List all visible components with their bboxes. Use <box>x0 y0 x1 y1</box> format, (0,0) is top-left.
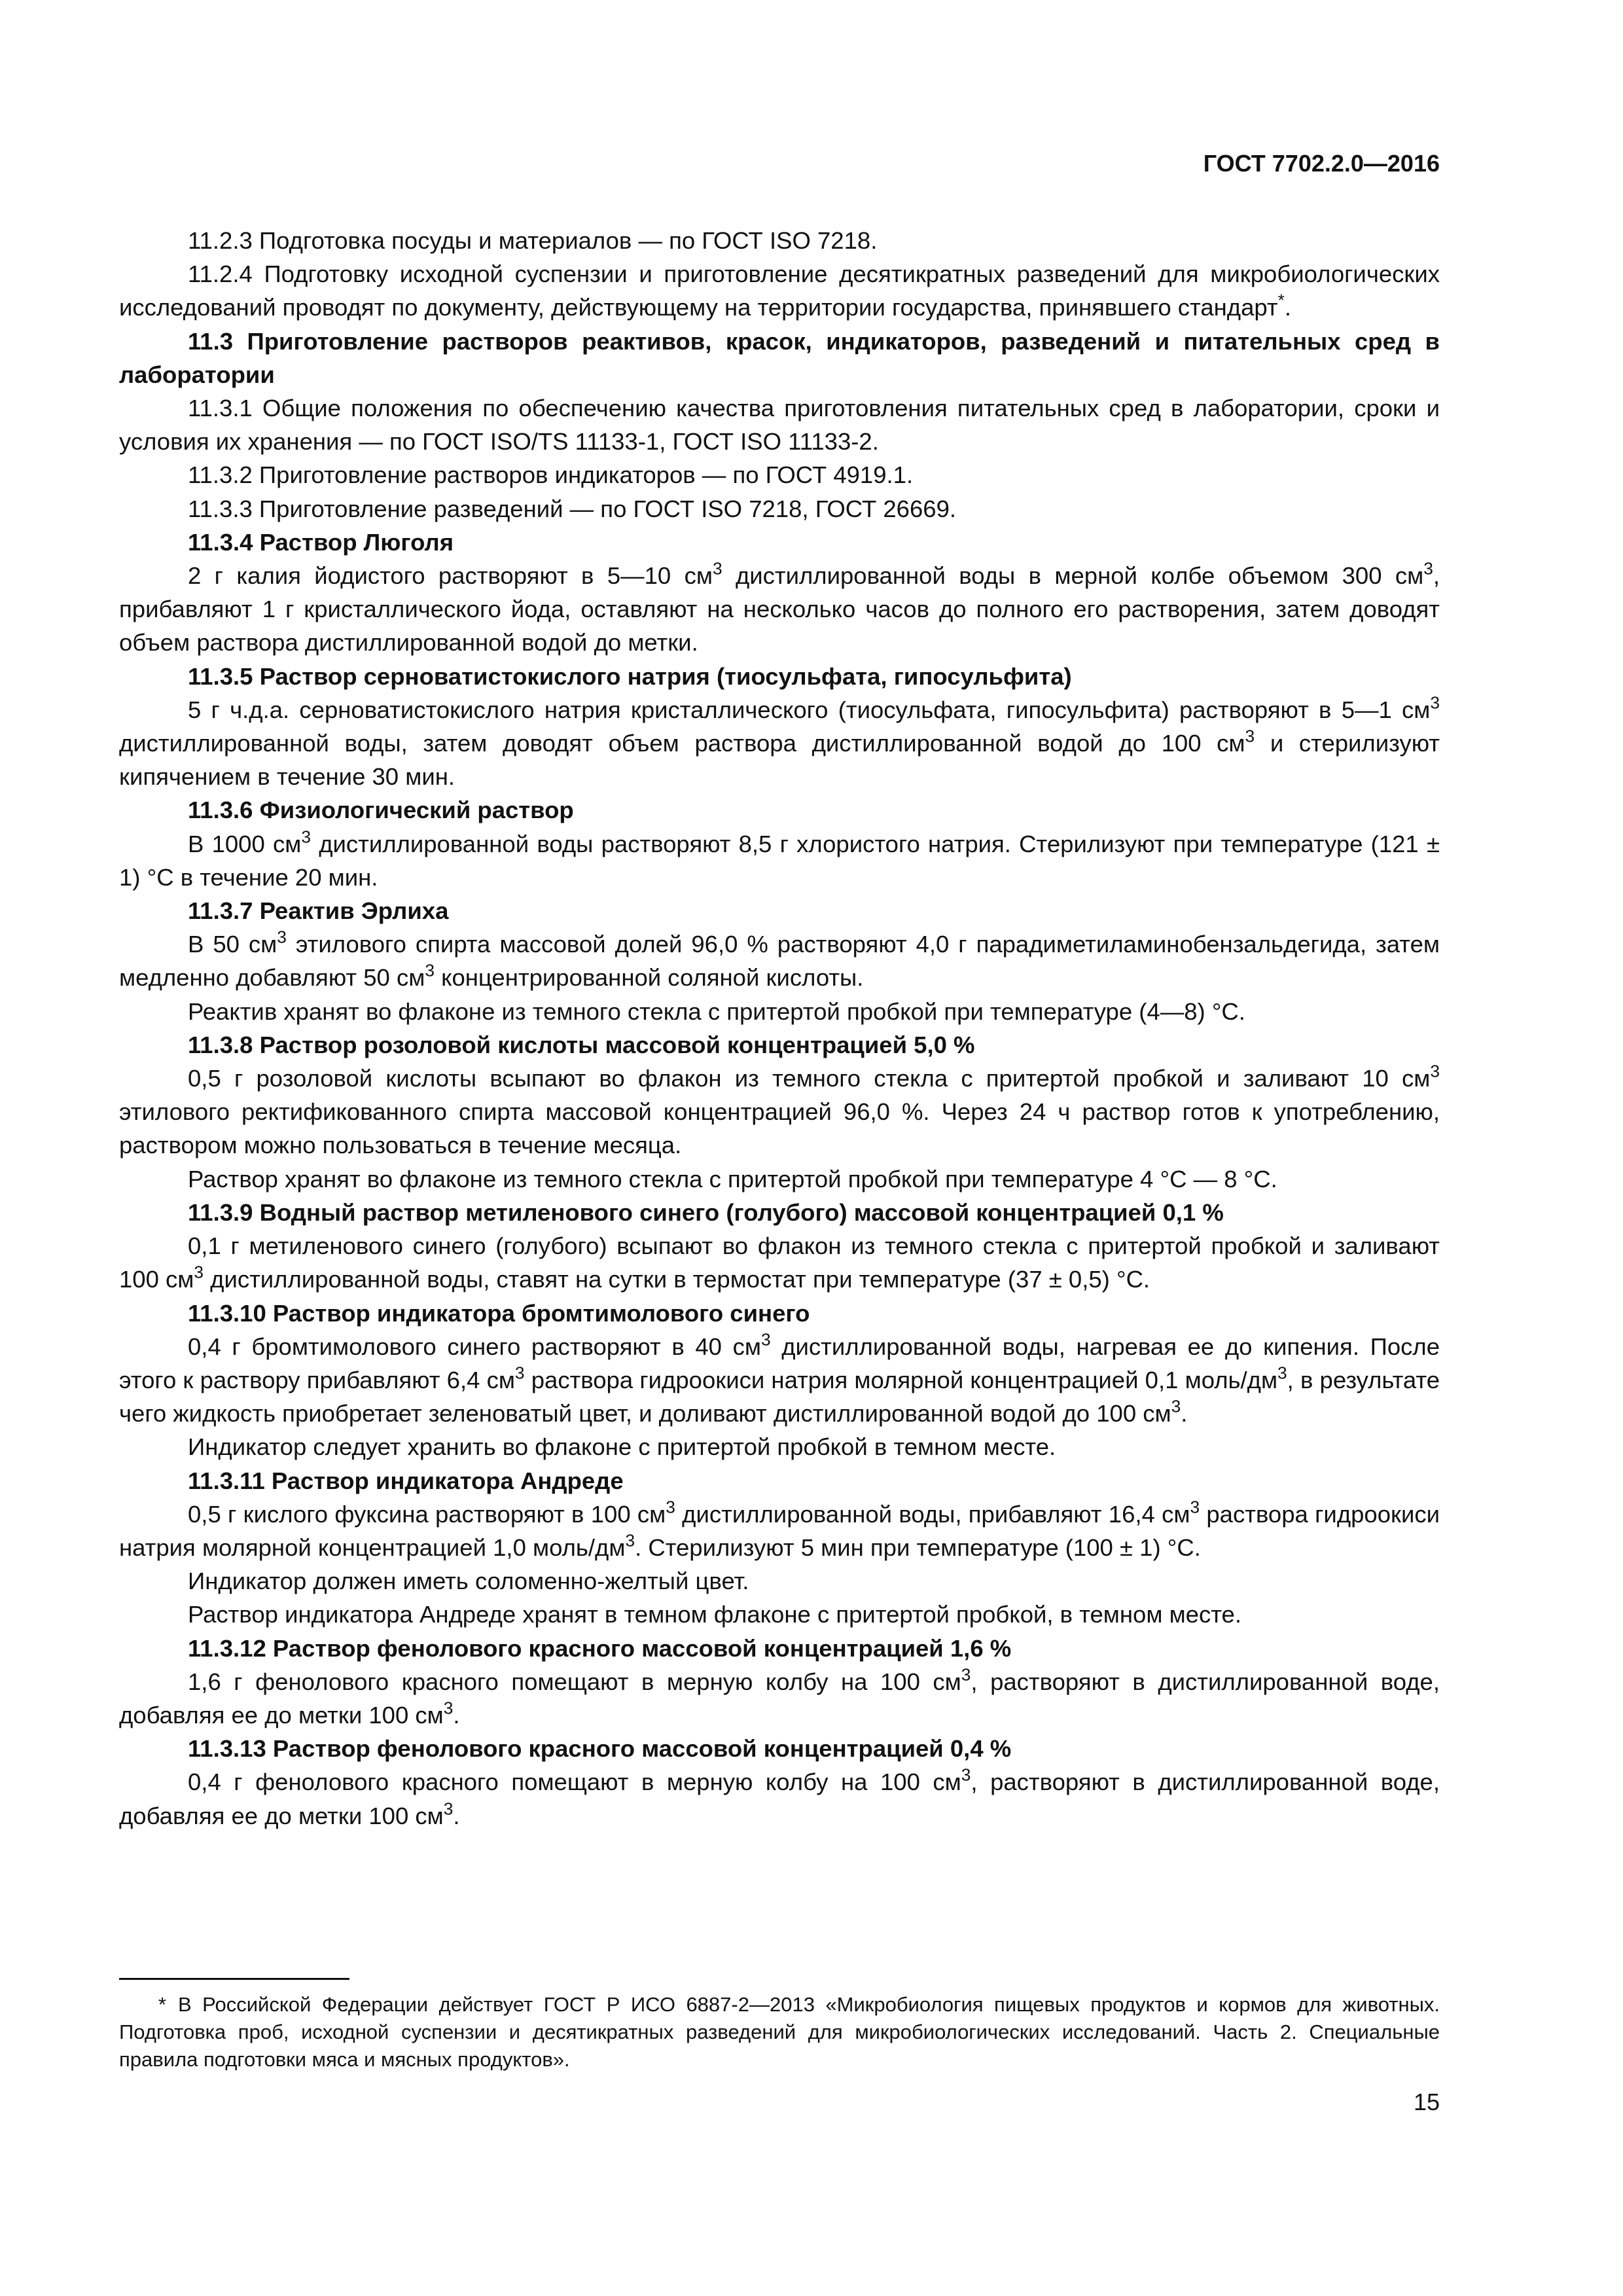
paragraph-11-3-8a: 0,5 г розоловой кислоты всыпают во флакон из темного стекла с притертой пробкой и заливают 10 $см^3$ этилового ректификованного спирта массовой концентрацией 96,0 %. Через 24 ч раствор готов к употреблению, раствором можно пользоваться в течение месяца. <box>119 1061 1440 1159</box>
paragraph-11-3-11c: Раствор индикатора Андреде хранят в темном флаконе с притертой пробкой, в темном месте. <box>188 1601 1241 1628</box>
paragraph-11-3-13: 0,4 г фенолового красного помещают в мерную колбу на 100 $см^3$, растворяют в дистиллированной воде, добавляя ее до метки 100 $см^3$. <box>119 1765 1440 1829</box>
document-body <box>119 224 1440 1833</box>
footnote <box>119 1991 1440 2073</box>
paragraph-11-3-9: 0,1 г метиленового синего (голубого) всыпают во флакон из темного стекла с притертой пробкой и заливают 100 $см^3$ дистиллированной воды, ставят на сутки в термостат при температуре (37 ± 0,5) °С. <box>119 1232 1440 1293</box>
footnote-separator <box>119 1978 349 1980</box>
footnote-reference: * <box>1277 290 1285 310</box>
section-heading-11-3: 11.3 Приготовление растворов реактивов, красок, индикаторов, разведений и питательных сред в лаборатории <box>119 327 1440 388</box>
heading-11-3-9: 11.3.9 Водный раствор метиленового синего (голубого) массовой концентрацией 0,1 % <box>188 1198 1224 1226</box>
heading-11-3-13: 11.3.13 Раствор фенолового красного массовой концентрацией 0,4 % <box>188 1735 1012 1763</box>
paragraph-11-3-10b: Индикатор следует хранить во флаконе с притертой пробкой в темном месте. <box>188 1433 1056 1461</box>
clause-11-2-4: 11.2.4 Подготовку исходной суспензии и приготовление десятикратных разведений для микробиологических исследований проводят по документу, действующему на территории государства, принявшего стандарт*. <box>119 260 1440 321</box>
clause-11-3-3: 11.3.3 Приготовление разведений — по ГОСТ ISO 7218, ГОСТ 26669. <box>188 495 957 522</box>
paragraph-11-3-4: 2 г калия йодистого растворяют в 5—10 $см^3$ дистиллированной воды в мерной колбе объемом 300 $см^3$, прибавляют 1 г кристаллического йода, оставляют на несколько часов до полного его растворения, затем доводят объем раствора дистиллированной водой до метки. <box>119 558 1440 656</box>
standard-designation: ГОСТ 7702.2.0—2016 <box>1203 150 1440 177</box>
footnote-mark: * <box>158 1993 166 2016</box>
footnote-text: В Российской Федерации действует ГОСТ Р ИСО 6887-2—2013 «Микробиология пищевых продуктов и кормов для животных. Подготовка проб, исходной суспензии и десятикратных разведений для микробиологических исследований. Часть 2. Специальные правила подготовки мяса и мясных продуктов». <box>119 1993 1440 2071</box>
heading-11-3-4: 11.3.4 Раствор Люголя <box>188 528 454 556</box>
paragraph-11-3-7a: В 50 $см^3$ этилового спирта массовой долей 96,0 % растворяют 4,0 г парадиметиламинобензальдегида, затем медленно добавляют 50 $см^3$ концентрированной соляной кислоты. <box>119 927 1440 992</box>
paragraph-11-3-12: 1,6 г фенолового красного помещают в мерную колбу на 100 $см^3$, растворяют в дистиллированной воде, добавляя ее до метки 100 $см^3$. <box>119 1664 1440 1729</box>
heading-11-3-7: 11.3.7 Реактив Эрлиха <box>188 897 449 925</box>
paragraph-11-3-11a: 0,5 г кислого фуксина растворяют в 100 $см^3$ дистиллированной воды, прибавляют 16,4 $см^3$ раствора гидроокиси натрия молярной концентрацией 1,0 моль/$дм^3$. Стерилизуют 5 мин при температуре (100 ± 1) °С. <box>119 1497 1440 1561</box>
paragraph-11-3-8b: Раствор хранят во флаконе из темного стекла с притертой пробкой при температуре 4 °С — 8 °С. <box>188 1165 1277 1193</box>
paragraph-11-3-5: 5 г ч.д.а. серноватистокислого натрия кристаллического (тиосульфата, гипосульфита) растворяют в 5—1 $см^3$ дистиллированной воды, затем доводят объем раствора дистиллированной водой до 100 $см^3$ и стерилизуют кипячением в течение 30 мин. <box>119 692 1440 791</box>
paragraph-11-3-10a: 0,4 г бромтимолового синего растворяют в 40 $см^3$ дистиллированной воды, нагревая ее до кипения. После этого к раствору прибавляют 6,4 $см^3$ раствора гидроокиси натрия молярной концентрацией 0,1 моль/$дм^3$, в результате чего жидкость приобретает зеленоватый цвет, и доливают дистиллированной водой до 100 $см^3$. <box>119 1329 1440 1427</box>
clause-11-3-1: 11.3.1 Общие положения по обеспечению качества приготовления питательных сред в лаборатории, сроки и условия их хранения — по ГОСТ ISO/TS 11133-1, ГОСТ ISO 11133-2. <box>119 395 1440 456</box>
clause-11-2-3: 11.2.3 Подготовка посуды и материалов — по ГОСТ ISO 7218. <box>188 227 878 254</box>
page-number: 15 <box>1413 2089 1440 2115</box>
heading-11-3-11: 11.3.11 Раствор индикатора Андреде <box>188 1467 624 1494</box>
paragraph-11-3-7b: Реактив хранят во флаконе из темного стекла с притертой пробкой при температуре (4—8) °С. <box>188 997 1245 1025</box>
heading-11-3-10: 11.3.10 Раствор индикатора бромтимолового синего <box>188 1299 810 1327</box>
paragraph-11-3-11b: Индикатор должен иметь соломенно-желтый цвет. <box>188 1568 749 1595</box>
clause-11-3-2: 11.3.2 Приготовление растворов индикаторов — по ГОСТ 4919.1. <box>188 461 914 489</box>
paragraph-11-3-6: В 1000 $см^3$ дистиллированной воды растворяют 8,5 г хлористого натрия. Стерилизуют при температуре (121 ± 1) °С в течение 20 мин. <box>119 827 1440 891</box>
heading-11-3-12: 11.3.12 Раствор фенолового красного массовой концентрацией 1,6 % <box>188 1634 1012 1662</box>
heading-11-3-8: 11.3.8 Раствор розоловой кислоты массовой концентрацией 5,0 % <box>188 1031 975 1058</box>
heading-11-3-5: 11.3.5 Раствор серноватистокислого натрия (тиосульфата, гипосульфита) <box>188 662 1072 690</box>
heading-11-3-6: 11.3.6 Физиологический раствор <box>188 797 574 824</box>
